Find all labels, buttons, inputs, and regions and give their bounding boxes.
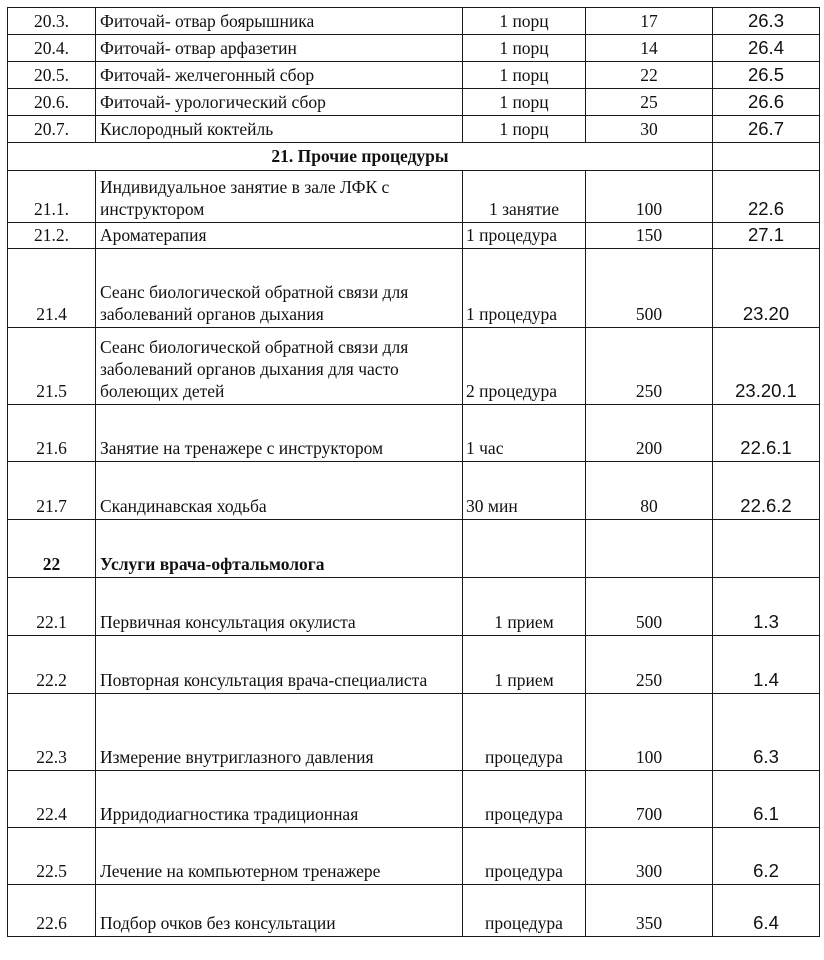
code-cell: 26.5 (713, 62, 820, 89)
service-name: Лечение на компьютерном тренажере (96, 828, 463, 885)
item-number: 22.4 (8, 771, 96, 828)
section-title: 21. Прочие процедуры (8, 143, 713, 171)
unit-cell: 30 мин (463, 462, 586, 520)
item-number: 21.4 (8, 249, 96, 328)
unit-cell: 1 процедура (463, 223, 586, 249)
service-name: Повторная консультация врача-специалиста (96, 636, 463, 694)
service-name: Ирридодиагностика традиционная (96, 771, 463, 828)
table-row (8, 771, 820, 828)
unit-cell: 1 порц (463, 89, 586, 116)
section-code-cell (713, 143, 820, 171)
unit-cell: 1 порц (463, 116, 586, 143)
service-name: Фиточай- отвар боярышника (96, 8, 463, 35)
code-cell: 1.4 (713, 636, 820, 694)
code-cell: 1.3 (713, 578, 820, 636)
unit-cell (463, 520, 586, 578)
service-name: Сеанс биологической обратной связи для заболеваний органов дыхания для часто болеющих детей (96, 328, 463, 405)
price-cell: 250 (586, 636, 713, 694)
item-number: 21.5 (8, 328, 96, 405)
service-name: Первичная консультация окулиста (96, 578, 463, 636)
table-row (8, 636, 820, 694)
section-row (8, 143, 820, 171)
item-number: 22.5 (8, 828, 96, 885)
table-row (8, 89, 820, 116)
item-number: 20.4. (8, 35, 96, 62)
code-cell: 26.7 (713, 116, 820, 143)
item-number: 20.5. (8, 62, 96, 89)
unit-cell: 1 процедура (463, 249, 586, 328)
unit-cell: процедура (463, 828, 586, 885)
unit-cell: 1 порц (463, 35, 586, 62)
price-cell: 500 (586, 578, 713, 636)
service-name: Фиточай- желчегонный сбор (96, 62, 463, 89)
service-name: Сеанс биологической обратной связи для заболеваний органов дыхания (96, 249, 463, 328)
price-cell (586, 520, 713, 578)
price-cell: 80 (586, 462, 713, 520)
unit-cell: 1 порц (463, 8, 586, 35)
unit-cell: 1 прием (463, 578, 586, 636)
table-row (8, 885, 820, 937)
table-row (8, 828, 820, 885)
code-cell: 26.6 (713, 89, 820, 116)
table-row (8, 328, 820, 405)
item-number: 21.7 (8, 462, 96, 520)
code-cell: 6.3 (713, 694, 820, 771)
unit-cell: 2 процедура (463, 328, 586, 405)
price-cell: 250 (586, 328, 713, 405)
price-cell: 25 (586, 89, 713, 116)
price-cell: 150 (586, 223, 713, 249)
price-cell: 200 (586, 405, 713, 462)
item-number: 21.1. (8, 171, 96, 223)
price-cell: 30 (586, 116, 713, 143)
item-number: 22.6 (8, 885, 96, 937)
code-cell: 27.1 (713, 223, 820, 249)
price-list-table (7, 7, 820, 937)
price-cell: 100 (586, 171, 713, 223)
code-cell: 22.6 (713, 171, 820, 223)
unit-cell: 1 порц (463, 62, 586, 89)
item-number: 21.6 (8, 405, 96, 462)
code-cell: 26.3 (713, 8, 820, 35)
price-cell: 14 (586, 35, 713, 62)
item-number: 22.1 (8, 578, 96, 636)
price-cell: 350 (586, 885, 713, 937)
table-row (8, 116, 820, 143)
table-row (8, 694, 820, 771)
table-row (8, 462, 820, 520)
code-cell: 22.6.1 (713, 405, 820, 462)
item-number: 22.3 (8, 694, 96, 771)
price-list-body (8, 8, 820, 937)
table-row (8, 62, 820, 89)
item-number: 20.6. (8, 89, 96, 116)
item-number: 21.2. (8, 223, 96, 249)
price-cell: 700 (586, 771, 713, 828)
code-cell: 6.2 (713, 828, 820, 885)
heading-row (8, 520, 820, 578)
unit-cell: 1 час (463, 405, 586, 462)
price-cell: 17 (586, 8, 713, 35)
price-cell: 300 (586, 828, 713, 885)
table-row (8, 223, 820, 249)
service-name: Скандинавская ходьба (96, 462, 463, 520)
item-number: 22.2 (8, 636, 96, 694)
service-name: Фиточай- урологический сбор (96, 89, 463, 116)
service-name: Ароматерапия (96, 223, 463, 249)
unit-cell: 1 прием (463, 636, 586, 694)
code-cell (713, 520, 820, 578)
service-name: Подбор очков без консультации (96, 885, 463, 937)
table-row (8, 35, 820, 62)
unit-cell: процедура (463, 694, 586, 771)
item-number: 20.3. (8, 8, 96, 35)
unit-cell: процедура (463, 885, 586, 937)
heading-number: 22 (8, 520, 96, 578)
service-name: Измерение внутриглазного давления (96, 694, 463, 771)
code-cell: 23.20 (713, 249, 820, 328)
code-cell: 22.6.2 (713, 462, 820, 520)
price-cell: 500 (586, 249, 713, 328)
service-name: Фиточай- отвар арфазетин (96, 35, 463, 62)
price-cell: 100 (586, 694, 713, 771)
service-name: Кислородный коктейль (96, 116, 463, 143)
service-name: Занятие на тренажере с инструктором (96, 405, 463, 462)
table-row (8, 171, 820, 223)
service-name: Индивидуальное занятие в зале ЛФК с инструктором (96, 171, 463, 223)
table-row (8, 578, 820, 636)
code-cell: 26.4 (713, 35, 820, 62)
code-cell: 6.4 (713, 885, 820, 937)
unit-cell: процедура (463, 771, 586, 828)
code-cell: 23.20.1 (713, 328, 820, 405)
heading-title: Услуги врача-офтальмолога (96, 520, 463, 578)
table-row (8, 8, 820, 35)
code-cell: 6.1 (713, 771, 820, 828)
item-number: 20.7. (8, 116, 96, 143)
table-row (8, 405, 820, 462)
table-row (8, 249, 820, 328)
unit-cell: 1 занятие (463, 171, 586, 223)
price-cell: 22 (586, 62, 713, 89)
